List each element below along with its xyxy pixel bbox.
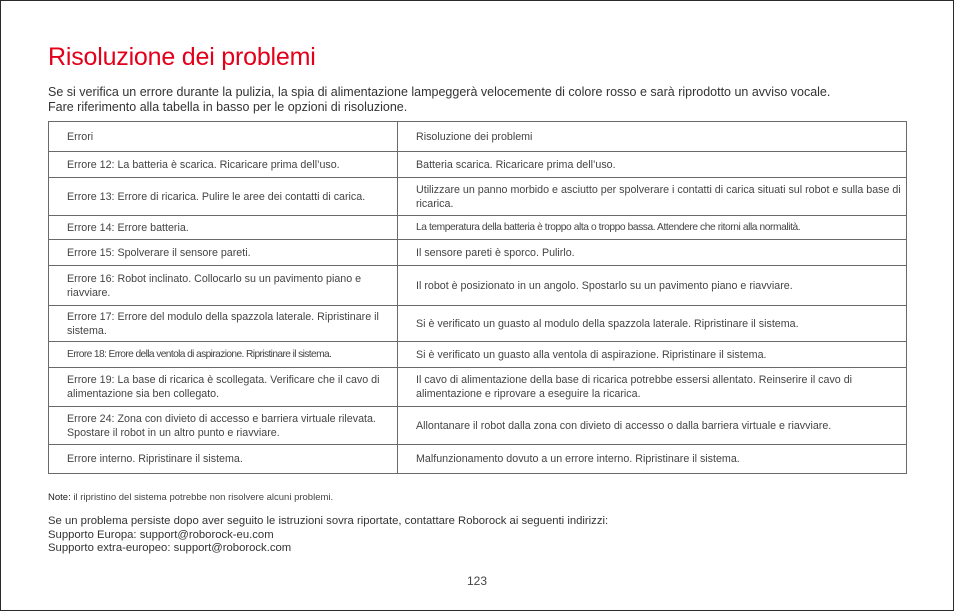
- note-label: Note:: [48, 492, 71, 503]
- table-header-row: [49, 122, 907, 152]
- contact-eu: Supporto Europa: support@roborock-eu.com: [48, 528, 274, 541]
- error-cell: Errore 12: La batteria è scarica. Ricaricare prima dell’uso.: [49, 152, 398, 178]
- header-errors: Errori: [49, 122, 398, 152]
- solution-cell: Si è verificato un guasto al modulo della spazzola laterale. Ripristinare il sistema.: [398, 306, 907, 342]
- note: [48, 492, 333, 503]
- table-row: [49, 216, 907, 240]
- table-row: [49, 368, 907, 407]
- solution-cell: Il sensore pareti è sporco. Pulirlo.: [398, 240, 907, 266]
- contact-info: [48, 515, 608, 556]
- intro-text: [48, 85, 908, 115]
- error-text: Errore 13: Errore di ricarica. Pulire le aree dei contatti di carica.: [67, 190, 366, 203]
- troubleshooting-table: [48, 121, 907, 474]
- table-row: [49, 445, 907, 474]
- table-row: [49, 152, 907, 178]
- error-cell: Errore 14: Errore batteria.: [49, 216, 398, 240]
- solution-cell: Il robot è posizionato in un angolo. Spostarlo su un pavimento piano e riavviare.: [398, 266, 907, 306]
- error-cell: [49, 342, 398, 368]
- solution-text: La temperatura della batteria è troppo alta o troppo bassa. Attendere che ritorni alla normalità.: [416, 222, 801, 233]
- table-row: [49, 240, 907, 266]
- error-cell: Errore 17: Errore del modulo della spazzola laterale. Ripristinare il sistema.: [49, 306, 398, 342]
- table-row: [49, 266, 907, 306]
- error-cell: Errore interno. Ripristinare il sistema.: [49, 445, 398, 474]
- intro-line: Se si verifica un errore durante la pulizia, la spia di alimentazione lampeggerà velocemente di colore rosso e sarà riprodotto un avviso vocale.: [48, 85, 831, 99]
- page-title: Risoluzione dei problemi: [48, 43, 316, 71]
- table-row: [49, 407, 907, 445]
- error-cell: [49, 178, 398, 216]
- solution-cell: Utilizzare un panno morbido e asciutto per spolverare i contatti di carica situati sul robot e sulla base di ricarica.: [398, 178, 907, 216]
- header-solution: Risoluzione dei problemi: [398, 122, 907, 152]
- error-text: Errore 18: Errore della ventola di aspirazione. Ripristinare il sistema.: [67, 349, 332, 360]
- error-cell: Errore 24: Zona con divieto di accesso e barriera virtuale rilevata. Spostare il robot in un altro punto e riavviare.: [49, 407, 398, 445]
- contact-extra-eu: Supporto extra-europeo: support@roborock.com: [48, 542, 292, 554]
- error-cell: Errore 19: La base di ricarica è scollegata. Verificare che il cavo di alimentazione sia ben collegato.: [49, 368, 398, 407]
- solution-cell: Il cavo di alimentazione della base di ricarica potrebbe essersi allentato. Reinserire il cavo di alimentazione e riprovare a eseguire la ricarica.: [398, 368, 907, 407]
- error-cell: Errore 15: Spolverare il sensore pareti.: [49, 240, 398, 266]
- solution-cell: Batteria scarica. Ricaricare prima dell’uso.: [398, 152, 907, 178]
- error-cell: Errore 16: Robot inclinato. Collocarlo su un pavimento piano e riavviare.: [49, 266, 398, 306]
- table-row: [49, 342, 907, 368]
- solution-cell: Malfunzionamento dovuto a un errore interno. Ripristinare il sistema.: [398, 445, 907, 474]
- solution-cell: Si è verificato un guasto alla ventola di aspirazione. Ripristinare il sistema.: [398, 342, 907, 368]
- contact-intro: Se un problema persiste dopo aver seguito le istruzioni sovra riportate, contattare Roborock ai seguenti indirizzi:: [48, 515, 609, 527]
- table-row: [49, 178, 907, 216]
- page-number: 123: [466, 574, 488, 588]
- solution-cell: [398, 216, 907, 240]
- solution-cell: Allontanare il robot dalla zona con divieto di accesso o dalla barriera virtuale e riavviare.: [398, 407, 907, 445]
- intro-line: Fare riferimento alla tabella in basso per le opzioni di risoluzione.: [48, 100, 408, 114]
- note-text: il ripristino del sistema potrebbe non risolvere alcuni problemi.: [70, 492, 334, 503]
- table-row: [49, 306, 907, 342]
